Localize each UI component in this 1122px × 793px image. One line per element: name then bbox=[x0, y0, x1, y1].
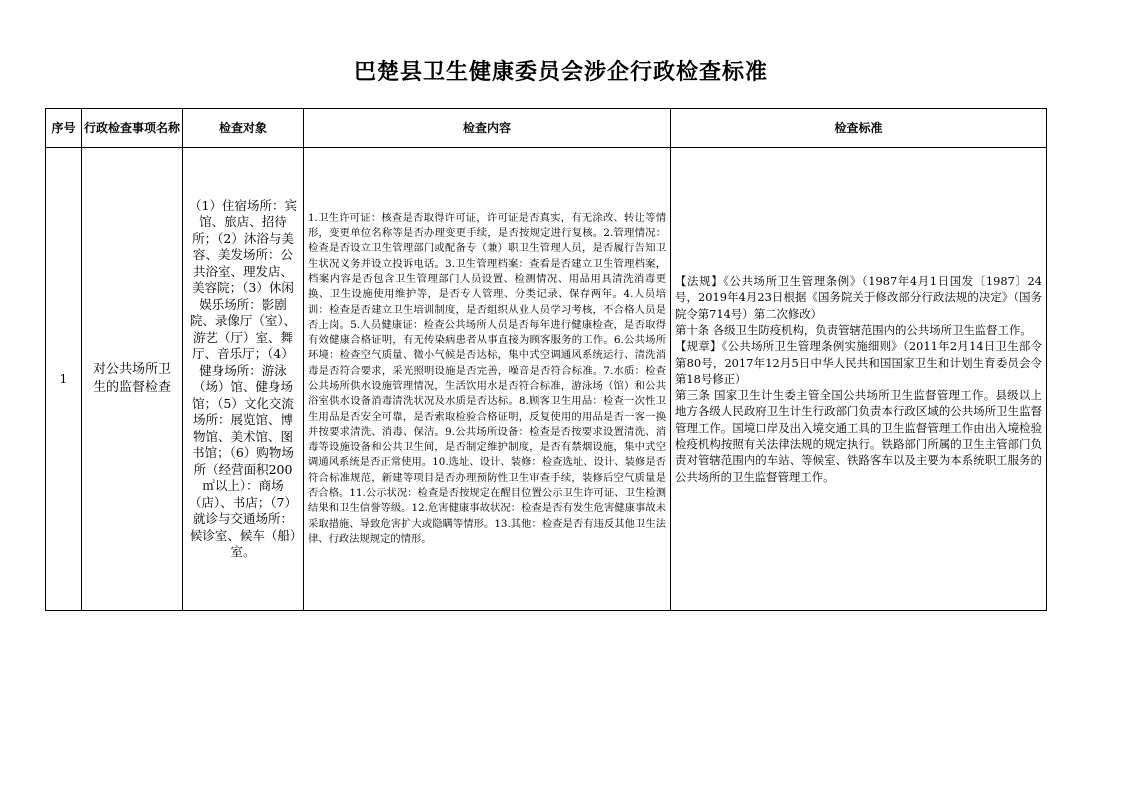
header-item-name: 行政检查事项名称 bbox=[82, 109, 183, 148]
standard-article-10: 第十条 各级卫生防疫机构，负责管辖范围内的公共场所卫生监督工作。 bbox=[675, 322, 1032, 337]
cell-content: 1.卫生许可证：核查是否取得许可证，许可证是否真实，有无涂改、转让等情形，变更单位名称等是否办理变更手续，是否按规定进行复核。2.管理情况：检查是否设立卫生管理部门或配备专（兼）职卫生管理人员，是否履行告知卫生状况义务并设立投诉电话。3.卫生管理档案：查看是否建立卫生管理档案，档案内容是否包含卫生管理部门人员设置、检测情况、用品用具清洗消毒更换、卫生设施使用维护等，是否专人管理、分类记录、保存两年。4.人员培训：检查是否建立卫生培训制度，是否组织从业人员学习考核，不合格人员是否上岗。5.人员健康证：检查公共场所人员是否每年进行健康检查，是否取得有效健康合格证明，有无传染病患者从事直接为顾客服务的工作。6.公共场所环境：检查空气质量、微小气候是否达标，集中式空调通风系统运行、清洗消毒是否符合要求，采光照明设施是否完善，噪音是否符合标准。7.水质：检查公共场所供水设施管理情况，生活饮用水是否符合标准，游泳场（馆）和公共浴室供水设备消毒清洗状况及水质是否达标。8.顾客卫生用品：检查一次性卫生用品是否安全可靠，是否索取检验合格证明，反复使用的用品是否一客一换并按要求清洗、消毒、保洁。9.公共场所设备：检查是否按要求设置清洗、消毒等设施设备和公共卫生间，是否制定维护制度，是否有禁烟设施，集中式空调通风系统是否正常使用。10.选址、设计、装修：检查选址、设计、装修是否符合标准规范，新建等项目是否办理预防性卫生审查手续，装修后空气质量是否合格。11.公示状况：检查是否按规定在醒目位置公示卫生许可证、卫生检测结果和卫生信誉等级。12.危害健康事故状况：检查是否有发生危害健康事故未采取措施、导致危害扩大或隐瞒等情形。13.其他：检查是否有违反其他卫生法律、行政法规规定的情形。 bbox=[304, 148, 671, 611]
standard-rule: 【规章】《公共场所卫生管理条例实施细则》（2011年2月14日卫生部令第80号，2017年12月5日中华人民共和国国家卫生和计划生育委员会令第18号修正） bbox=[675, 339, 1042, 386]
inspection-standards-table bbox=[45, 108, 1047, 611]
header-target: 检查对象 bbox=[183, 109, 304, 148]
cell-seq: 1 bbox=[46, 148, 82, 611]
standard-regulation: 【法规】《公共场所卫生管理条例》（1987年4月1日国发〔1987〕24号，2019年4月23日根据《国务院关于修改部分行政法规的决定》（国务院令第714号）第二次修改） bbox=[675, 274, 1042, 321]
header-seq: 序号 bbox=[46, 109, 82, 148]
table-header-row bbox=[46, 109, 1047, 148]
page-title: 巴楚县卫生健康委员会涉企行政检查标准 bbox=[353, 59, 768, 85]
standard-article-3: 第三条 国家卫生计生委主管全国公共场所卫生监督管理工作。县级以上地方各级人民政府卫生计生行政部门负责本行政区域的公共场所卫生监督管理工作。国境口岸及出入境交通工具的卫生监督管理工作由出入境检验检疫机构按照有关法律法规的规定执行。铁路部门所属的卫生主管部门负责对管辖范围内的车站、等候室、铁路客车以及主要为本系统职工服务的公共场所的卫生监督管理工作。 bbox=[675, 388, 1042, 484]
header-standard: 检查标准 bbox=[671, 109, 1047, 148]
table-row bbox=[46, 148, 1047, 611]
cell-item-name: 对公共场所卫生的监督检查 bbox=[82, 148, 183, 611]
cell-target: （1）住宿场所：宾馆、旅店、招待所；（2）沐浴与美容、美发场所：公共浴室、理发店、美容院；（3）休闲娱乐场所：影剧院、录像厅（室）、游艺（厅）室、舞厅、音乐厅；（4）健身场所：游泳（场）馆、健身场馆；（5）文化交流场所：展览馆、博物馆、美术馆、图书馆；（6）购物场所（经营面积200㎡以上）：商场（店）、书店；（7）就诊与交通场所：候诊室、候车（船）室。 bbox=[183, 148, 304, 611]
cell-standard bbox=[671, 148, 1047, 611]
header-content: 检查内容 bbox=[304, 109, 671, 148]
